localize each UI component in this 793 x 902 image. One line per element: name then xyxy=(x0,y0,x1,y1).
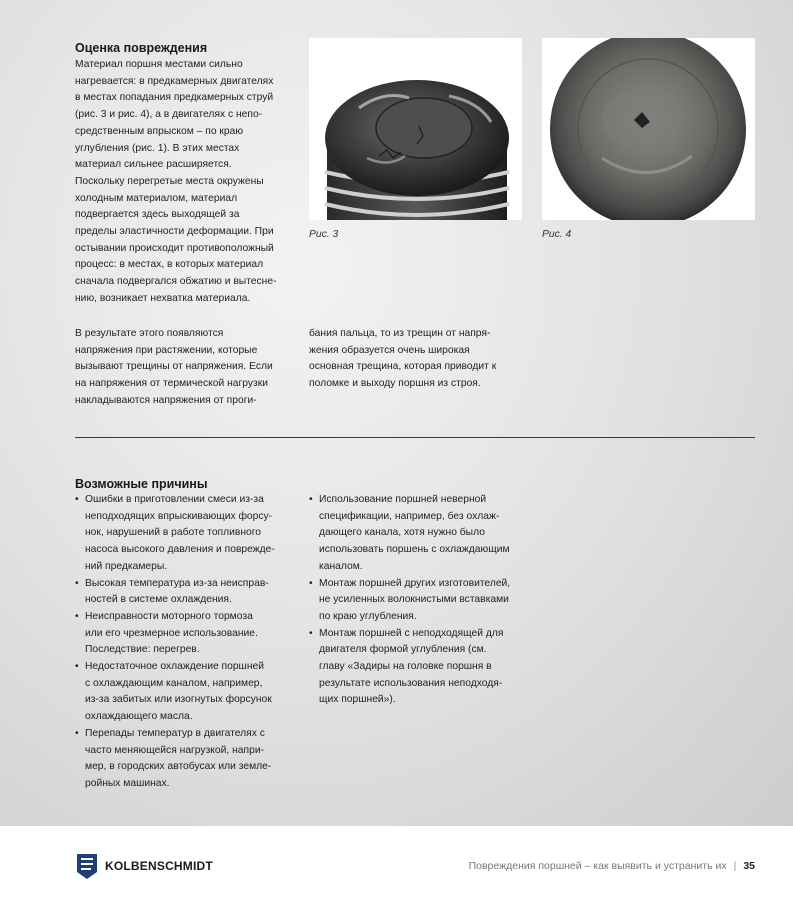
bullet: • xyxy=(75,494,79,505)
bullet: • xyxy=(75,577,79,589)
bullet: • xyxy=(309,577,313,589)
list-item xyxy=(75,576,307,609)
cause-text: Неисправности моторного тормоза или его чрезмерное использование. Последствие: перегрев. xyxy=(85,610,258,656)
cause-text: Недостаточное охлаждение поршней с охлаждающим каналом, например, из-за забитых или изогнутых форсунок охлаждающего масла. xyxy=(85,661,272,723)
list-item xyxy=(309,576,541,626)
brand-logo xyxy=(75,852,213,880)
figure-3-photo xyxy=(309,38,522,220)
ks-logo-icon xyxy=(75,852,99,880)
causes-list-right xyxy=(309,492,541,709)
damage-assessment-text-2b xyxy=(309,326,534,393)
paragraph-1: Материал поршня местами сильно нагревается: в предкамерных двигателях в местах попадания предкамерных струй (рис. 3 и рис. 4), а в двигателях с непо- средственным впрыском – по краю углубления (рис. 1). В этих местах материал сильнее расширяется. Поскольку перегретые места окружены холодным материалом, материал подвергается здесь выходящей за пределы эластичности деформации. При остывании происходит противоположный процесс: в местах, в которых материал сначала подвергался обжатию и вытесне- нию, возникает нехватка материала. xyxy=(75,59,277,304)
paragraph-2-col1: В результате этого появляются напряжения при растяжении, которые вызывают трещины от напряжения. Если на напряжения от термической нагрузки накладываются напряжения от проги- xyxy=(75,328,273,406)
damage-assessment-text xyxy=(75,57,300,308)
figure-4-photo xyxy=(542,38,755,220)
cause-text: Монтаж поршней других изготовителей, не усиленных волокнистыми вставками по краю углубления. xyxy=(319,577,511,622)
bullet: • xyxy=(75,727,79,739)
page-number: 35 xyxy=(743,860,755,872)
brand-name: KOLBENSCHMIDT xyxy=(105,859,213,873)
section-heading-damage-assessment: Оценка повреждения xyxy=(75,41,208,55)
damage-assessment-text-2a xyxy=(75,326,300,410)
list-item xyxy=(75,726,307,793)
cause-text: Монтаж поршней с неподходящей для двигателя формой углубления (см. главу «Задиры на головке поршня в результате использования неподходя- щих поршней»). xyxy=(319,627,504,706)
figure-3-caption: Рис. 3 xyxy=(309,229,339,240)
figure-4-caption: Рис. 4 xyxy=(542,229,572,240)
cause-text: Высокая температура из-за неисправ- ностей в системе охлаждения. xyxy=(85,577,269,606)
list-item xyxy=(309,492,541,576)
paragraph-2-col2: бания пальца, то из трещин от напря- жения образуется очень широкая основная трещина, которая приводит к поломке и выходу поршня из строя. xyxy=(309,328,497,390)
bullet: • xyxy=(309,494,313,505)
list-item xyxy=(309,626,541,710)
section-divider xyxy=(75,437,755,438)
bullet: • xyxy=(75,610,79,622)
list-item xyxy=(75,492,307,576)
list-item xyxy=(75,609,307,659)
bullet: • xyxy=(309,627,313,639)
cause-text: Перепады температур в двигателях с часто меняющейся нагрузкой, напри- мер, в городских автобусах или земле- ройных машинах. xyxy=(85,727,272,789)
section-heading-possible-causes: Возможные причины xyxy=(75,477,208,491)
list-item xyxy=(75,659,307,726)
cause-text: Использование поршней неверной спецификации, например, без охлаж- дающего канала, хотя нужно было использовать поршень с охлаждающим каналом. xyxy=(319,494,510,572)
causes-list-left xyxy=(75,492,307,793)
bullet: • xyxy=(75,661,79,673)
document-title: Повреждения поршней – как выявить и устранить их xyxy=(468,860,727,872)
cause-text: Ошибки в приготовлении смеси из-за неподходящих впрыскивающих форсу- нок, нарушений в работе топливного насоса высокого давления и поврежде- ний предкамеры. xyxy=(85,494,275,572)
footer-page-info xyxy=(469,860,755,872)
footer-separator: | xyxy=(733,860,737,872)
